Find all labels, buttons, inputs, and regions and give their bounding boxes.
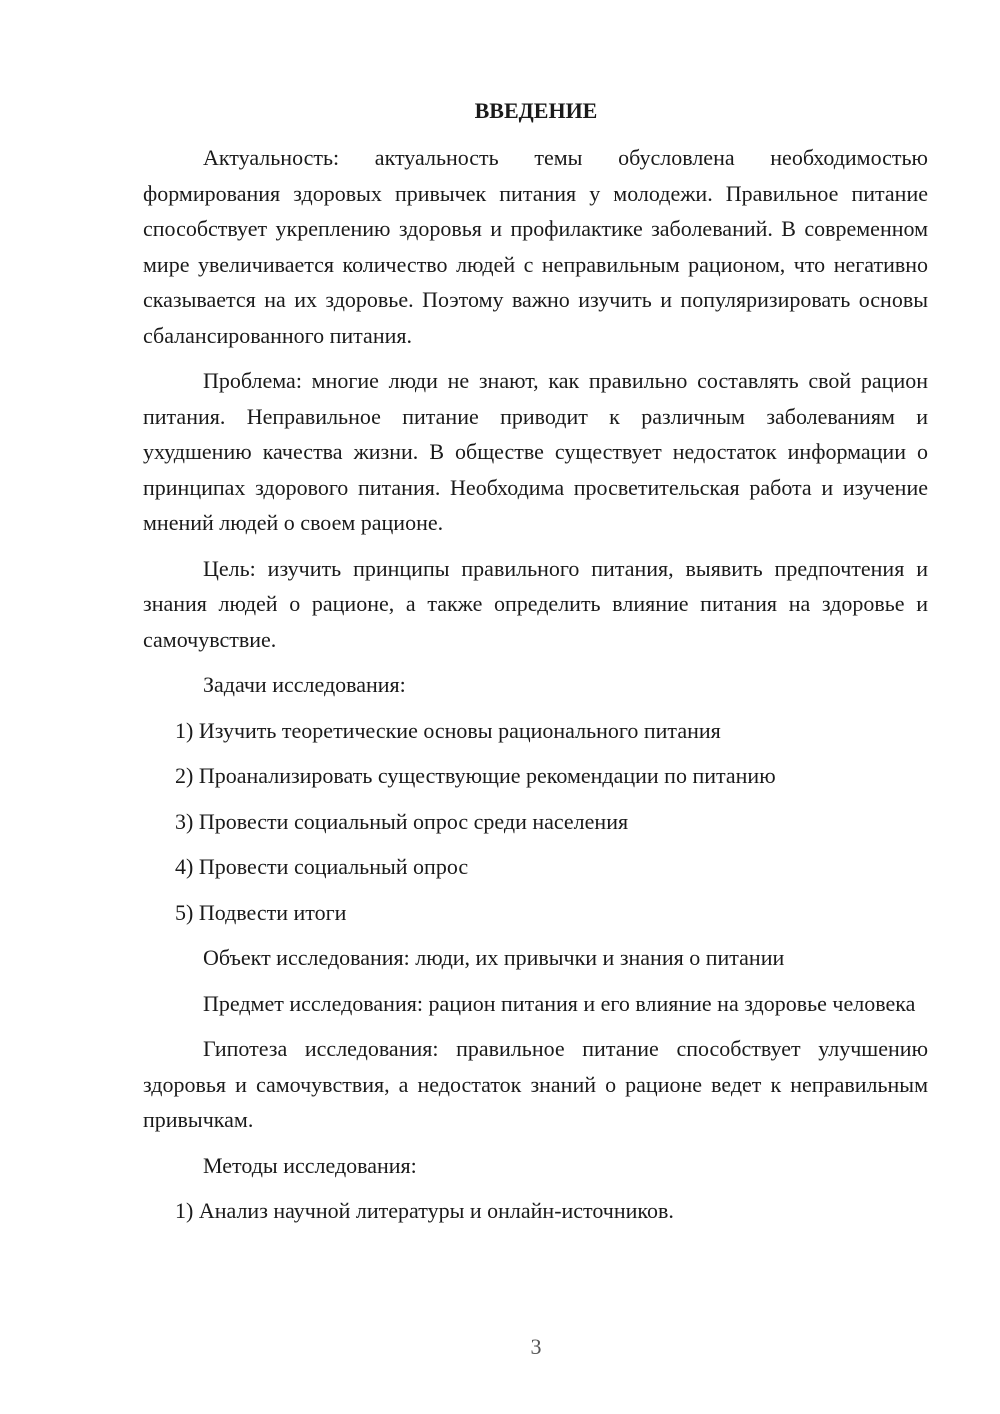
paragraph-subject: Предмет исследования: рацион питания и его влияние на здоровье человека — [203, 990, 916, 1016]
list-item-task: 4) Провести социальный опрос — [175, 854, 469, 879]
methods-label: Методы исследования: — [203, 1152, 417, 1178]
list-item-task: 5) Подвести итоги — [175, 899, 347, 925]
paragraph-problem: Проблема: многие люди не знают, как правильно составлять свой рацион питания. Неправильное питание приводит к различным заболеваниям и ухудшению качества жизни. В обществе существует недостаток информации о принципах здорового питания. Необходима просветительская работа и изучение мнений людей о своем рационе. — [143, 368, 928, 535]
paragraph-hypothesis: Гипотеза исследования: правильное питание способствует улучшению здоровья и самочувствия, а недостаток знаний о рационе ведет к неправильным привычкам. — [143, 1036, 928, 1132]
page-number: 3 — [530, 1334, 542, 1359]
list-item-method: 1) Анализ научной литературы и онлайн-источников. — [175, 1198, 674, 1223]
paragraph-goal: Цель: изучить принципы правильного питания, выявить предпочтения и знания людей о рационе, а также определить влияние питания на здоровье и самочувствие. — [143, 555, 928, 652]
document-body — [143, 140, 928, 1239]
list-item-task: 2) Проанализировать существующие рекомендации по питанию — [175, 763, 776, 788]
list-item-task: 1) Изучить теоретические основы рационального питания — [175, 717, 721, 743]
list-item-task: 3) Провести социальный опрос среди населения — [175, 808, 629, 834]
paragraph-relevance: Актуальность: актуальность темы обусловлена необходимостью формирования здоровых привычек питания у молодежи. Правильное питание способствует укреплению здоровья и профилактике заболеваний. В современном мире увеличивается количество людей с неправильным рационом, что негативно сказывается на их здоровье. Поэтому важно изучить и популяризировать основы сбалансированного питания. — [143, 145, 928, 348]
paragraph-object: Объект исследования: люди, их привычки и знания о питании — [203, 945, 785, 970]
tasks-label: Задачи исследования: — [203, 672, 406, 697]
page-title: ВВЕДЕНИЕ — [474, 98, 598, 123]
